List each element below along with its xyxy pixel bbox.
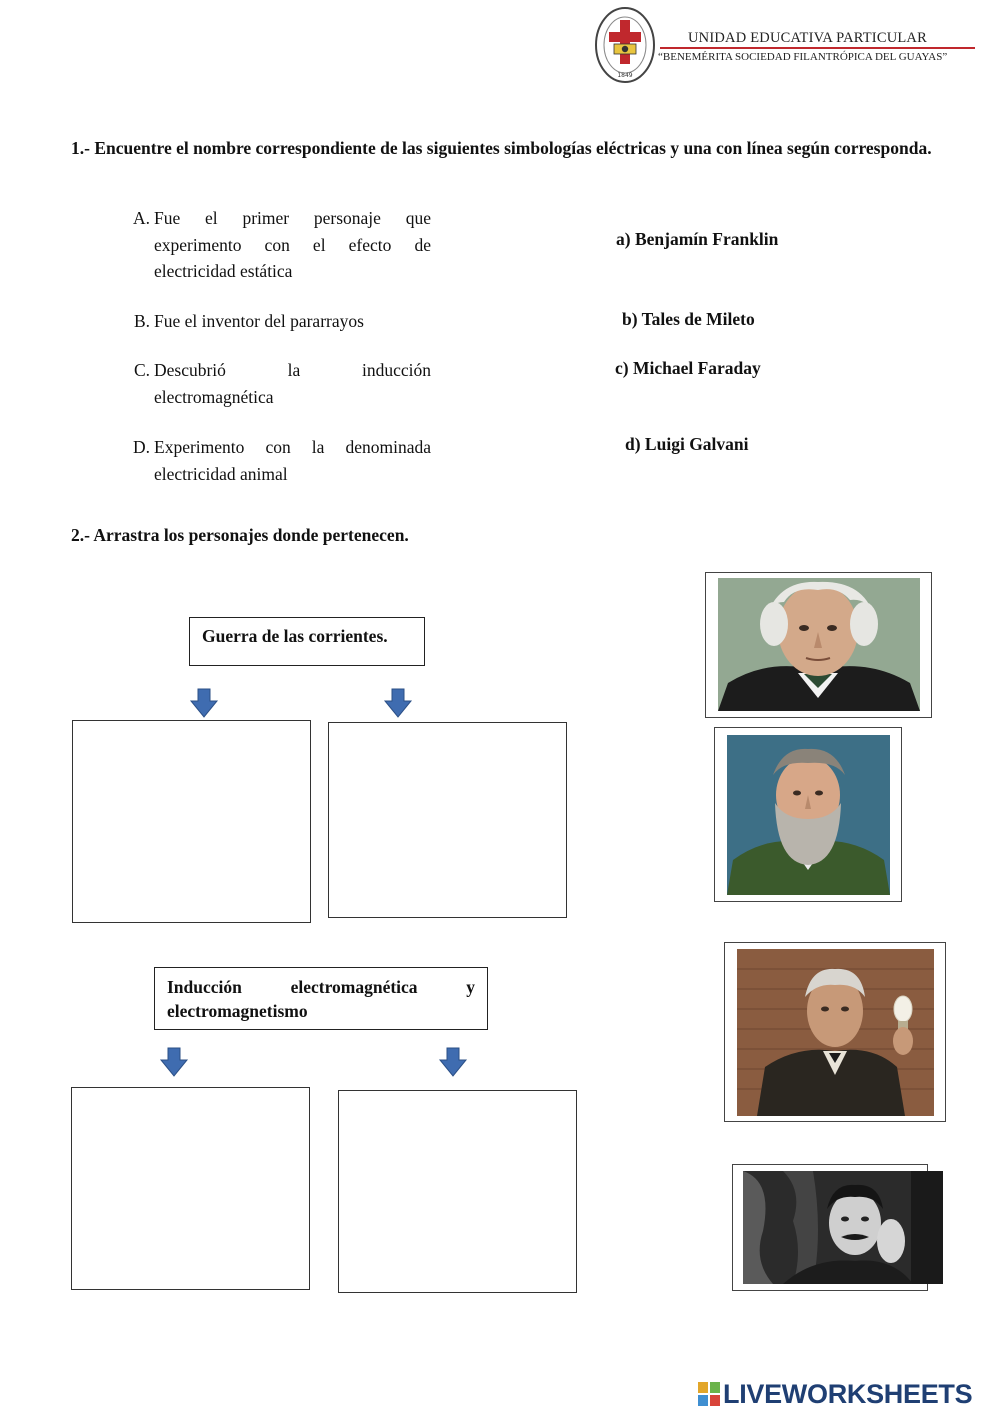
clue-text-d: Experimento con la denominada electricidad animal <box>154 437 431 484</box>
arrow-down-icon <box>383 688 413 718</box>
drop-zone-1[interactable] <box>72 720 311 923</box>
portrait-man-holding-bulb <box>737 949 934 1116</box>
answer-c[interactable]: c) Michael Faraday <box>615 358 761 378</box>
draggable-portrait-3[interactable] <box>724 942 946 1122</box>
arrow-down-icon <box>189 688 219 718</box>
drop-zone-2[interactable] <box>328 722 567 918</box>
category-label-induccion: Inducción electromagnética y electromagnetismo <box>167 977 475 1021</box>
school-seal-icon <box>594 6 656 84</box>
footer-brand <box>697 1374 972 1414</box>
clue-text-b: Fue el inventor del pararrayos <box>154 311 364 331</box>
clue-letter-a: A. <box>132 208 150 228</box>
portrait-white-haired-man <box>718 578 920 711</box>
answer-b[interactable]: b) Tales de Mileto <box>622 309 755 329</box>
header-divider <box>660 47 975 49</box>
question-1-title: 1.- Encuentre el nombre correspondiente de las siguientes simbologías eléctricas y una con línea según corresponda. <box>71 138 932 158</box>
draggable-portrait-1[interactable] <box>705 572 932 718</box>
school-name-line1: UNIDAD EDUCATIVA PARTICULAR <box>688 30 927 46</box>
category-box-induccion <box>154 967 488 1030</box>
answer-d[interactable]: d) Luigi Galvani <box>625 434 749 454</box>
school-name-line2: “BENEMÉRITA SOCIEDAD FILANTRÓPICA DEL GUAYAS” <box>658 51 948 63</box>
svg-text:1849: 1849 <box>617 72 633 79</box>
clue-letter-d: D. <box>132 437 150 457</box>
arrow-down-icon <box>159 1047 189 1077</box>
question-2-title: 2.- Arrastra los personajes donde pertenecen. <box>71 525 409 545</box>
category-label-guerra: Guerra de las corrientes. <box>202 626 388 646</box>
clue-text-c: Descubrió la inducción electromagnética <box>154 360 431 407</box>
answer-a[interactable]: a) Benjamín Franklin <box>616 229 779 249</box>
portrait-bearded-man-green-coat <box>727 735 890 895</box>
arrow-down-icon <box>438 1047 468 1077</box>
clue-letter-b: B. <box>133 311 150 331</box>
portrait-man-mustache-hand-on-face <box>743 1171 943 1284</box>
draggable-portrait-2[interactable] <box>714 727 902 902</box>
clue-text-a: Fue el primer personaje que experimento con el efecto de electricidad estática <box>154 208 431 281</box>
liveworksheets-logo-icon <box>697 1381 721 1407</box>
draggable-portrait-4[interactable] <box>732 1164 928 1291</box>
category-box-guerra <box>189 617 425 666</box>
clue-letter-c: C. <box>133 360 150 380</box>
footer-brand-text: LIVEWORKSHEETS <box>723 1378 973 1409</box>
drop-zone-4[interactable] <box>338 1090 577 1293</box>
drop-zone-3[interactable] <box>71 1087 310 1290</box>
